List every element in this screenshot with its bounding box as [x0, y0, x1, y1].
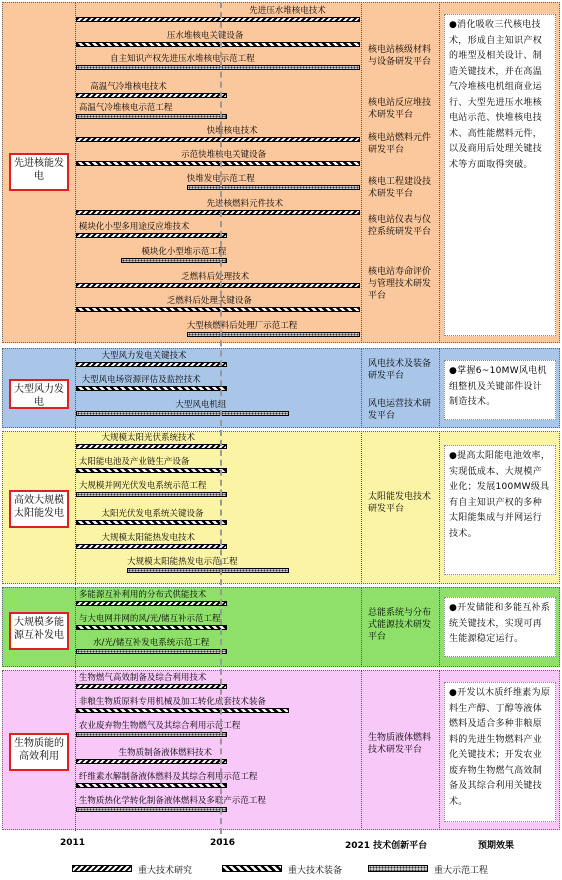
item-label: 大型风电机组 [175, 400, 227, 410]
platform-text: 太阳能发电技术研发平台 [368, 492, 432, 514]
item-label: 多能源互补利用的分布式供能技术 [78, 590, 207, 600]
category-label: 大型风力发电 [9, 379, 69, 409]
bar-demo [127, 568, 289, 573]
effect-text: ●开发以木质纤维素为原料生产醇、丁醇等液体燃料及适合多种非粮原料的先进生物燃料产业化关键技术；开发农业废弃物生物燃气高效制备及其综合利用关键技术。 [444, 682, 556, 822]
platform-column [361, 587, 440, 667]
category-label: 高效大规模太阳能发电 [9, 490, 69, 528]
bar-demo [187, 185, 360, 190]
axis-2016-label: 2016 [210, 838, 236, 848]
legend-demo-swatch [368, 865, 428, 872]
item-label: 纤维素水解制备液体燃料及其综合利用示范工程 [78, 772, 258, 782]
bar-demo [121, 258, 226, 263]
bar-equip [76, 386, 227, 391]
bar-equip [76, 161, 360, 166]
bar-demo [76, 649, 227, 654]
bar-research [76, 233, 227, 238]
bar-research [76, 684, 227, 689]
axis-2011-label: 2011 [60, 838, 86, 848]
legend-equipment-swatch [222, 865, 282, 872]
bar-research [76, 210, 360, 215]
legend-demo-label: 重大示范工程 [434, 866, 489, 876]
effect-text: ●掌握6~10MW风电机组整机及关键部件设计制造技术。 [444, 360, 556, 420]
category-label: 先进核能发电 [9, 153, 69, 191]
item-label: 非粮生物质原料专用机械及加工转化成套技术装备 [78, 697, 266, 707]
platform-text: 核电站寿命评价与管理技术研发平台 [368, 267, 432, 301]
category-column [5, 349, 76, 429]
category-column [5, 588, 76, 668]
effect-column [441, 2, 559, 343]
effect-text: ●提高太阳能电池效率，实现低成本、大规模产业化；发展100MW级具有自主知识产权的多种太阳能集成与并网运行技术。 [444, 445, 556, 575]
bar-research [76, 759, 227, 764]
bar-demo [76, 807, 227, 812]
year-2016-guide [220, 2, 222, 844]
item-label: 大规模太阳能热发电示范工程 [127, 557, 238, 567]
item-label: 大规模并网光伏发电系统示范工程 [78, 481, 207, 491]
platform-column [361, 431, 440, 584]
category-column [5, 432, 76, 585]
effect-text: ●消化吸收三代核电技术，形成自主知识产权的堆型及相关设计、制造关键技术，并在高温气冷堆核电机组商业运行、大型先进压水堆核电站示范、快堆核电技术、高性能燃料元件，以及商用后处理关键技术等方面取得突破。 [444, 14, 556, 336]
category-label: 生物质能的高效利用 [9, 733, 69, 771]
platform-text: 生物质液体燃料技术研发平台 [368, 733, 432, 755]
bar-research [76, 17, 360, 22]
platform-column [361, 348, 440, 428]
item-label: 与大电网并网的风/光/储互补示范工程 [78, 614, 221, 624]
category-column [5, 3, 76, 344]
bar-equip [76, 783, 227, 788]
bar-demo [76, 65, 360, 70]
item-label: 乏燃料后处理关键设备 [166, 296, 252, 306]
platform-text: 核电工程建设技术研发平台 [368, 177, 432, 199]
platform-text: 核电站核级材料与设备研发平台 [368, 45, 432, 67]
item-label: 太阳能电池及产业链生产设备 [78, 457, 190, 467]
item-label: 大型风电场资源评估及监控技术 [81, 375, 201, 385]
bar-demo [76, 411, 289, 416]
item-label: 高温气冷堆核电示范工程 [78, 103, 173, 113]
platform-text: 核电站燃料元件研发平台 [368, 133, 432, 155]
item-label: 生物燃气高效制备及综合利用技术 [78, 673, 207, 683]
bar-equip [76, 307, 360, 312]
platform-text: 风电运营技术研发平台 [368, 399, 432, 421]
bar-demo [76, 732, 227, 737]
bar-research [76, 444, 227, 449]
item-label: 快堆核电技术 [206, 126, 258, 136]
bar-research [76, 283, 360, 288]
item-label: 生物质制备液体燃料技术 [118, 748, 213, 758]
bar-equip [76, 42, 360, 47]
effect-column [441, 670, 559, 830]
bar-demo [187, 332, 360, 337]
bar-equip [76, 708, 289, 713]
category-column [5, 671, 76, 831]
category-label: 大规模多能源互补发电 [9, 612, 69, 650]
platform-text: 核电站仪表与仪控系统研发平台 [368, 215, 432, 237]
bar-equip [76, 625, 227, 630]
legend-equipment-label: 重大技术装备 [288, 866, 343, 876]
effect-column [441, 348, 559, 428]
axis-platform-label: 2021 技术创新平台 [345, 841, 428, 851]
bar-research [76, 93, 227, 98]
item-label: 模块化小型多用途反应堆技术 [78, 222, 190, 232]
item-label: 农业废弃物生物燃气及其综合利用示范工程 [78, 721, 241, 731]
effect-column [441, 431, 559, 584]
item-label: 水/光/储互补发电系统示范工程 [93, 638, 210, 648]
bar-equip [76, 520, 227, 525]
bar-research [76, 362, 227, 367]
platform-text: 风电技术及装备研发平台 [368, 359, 432, 381]
item-label: 示范快堆核电关键设备 [181, 150, 267, 160]
item-label: 大型风力发电关键技术 [101, 351, 187, 361]
platform-column [361, 2, 440, 343]
bar-research [76, 601, 227, 606]
item-label: 快堆发电示范工程 [186, 174, 255, 184]
item-label: 先进压水堆核电技术 [249, 6, 326, 16]
platform-text: 核电站反应堆技术研发平台 [368, 98, 432, 120]
item-label: 压水堆核电关键设备 [166, 31, 244, 41]
item-label: 生物质热化学转化制备液体燃料及多联产示范工程 [78, 796, 266, 806]
item-label: 大规模太阳能热发电技术 [101, 533, 196, 543]
bar-research [76, 544, 227, 549]
item-label: 先进核燃料元件技术 [206, 199, 284, 209]
legend-research-swatch [72, 865, 132, 872]
bar-demo [76, 114, 227, 119]
bar-equip [76, 468, 227, 473]
platform-column [361, 670, 440, 830]
effect-column [441, 587, 559, 667]
bar-demo [76, 492, 227, 497]
item-label: 高温气冷堆核电技术 [90, 82, 167, 92]
platform-text: 总能系统与分布式能源技术研发平台 [368, 608, 432, 642]
bar-research [76, 137, 360, 142]
legend-research-label: 重大技术研究 [138, 866, 193, 876]
item-label: 模块化小型堆示范工程 [141, 247, 227, 257]
item-label: 大规模太阳光伏系统技术 [101, 433, 196, 443]
item-label: 乏燃料后处理技术 [181, 272, 250, 282]
effect-text: ●开发储能和多能互补系统关键技术，实现可再生能源稳定运行。 [444, 597, 556, 657]
item-label: 自主知识产权先进压水堆核电示范工程 [110, 54, 255, 64]
axis-effect-label: 预期效果 [478, 841, 515, 851]
item-label: 大型核燃料后处理厂示范工程 [186, 321, 298, 331]
item-label: 太阳光伏发电系统关键设备 [101, 509, 204, 519]
